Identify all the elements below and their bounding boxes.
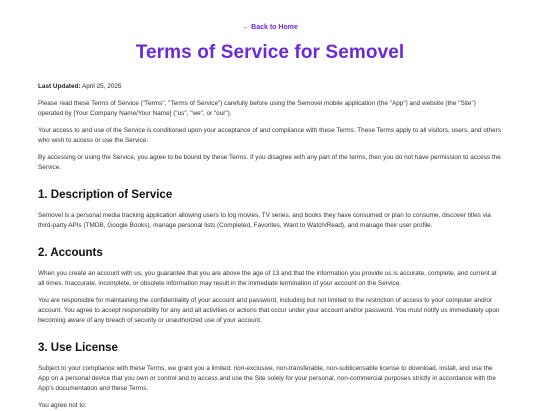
- back-to-home-link[interactable]: [242, 24, 298, 31]
- last-updated-label: Last Updated:: [38, 83, 81, 90]
- terms-content: [0, 82, 540, 411]
- page-title: Terms of Service for Semovel: [135, 42, 405, 63]
- back-to-home-label: Back to Home: [251, 24, 298, 31]
- section-heading-description: 1. Description of Service: [38, 189, 173, 201]
- last-updated: [38, 82, 502, 92]
- section-paragraph: Semovel is a personal media tracking application allowing users to log movies, TV series, and books they have consumed or plan to consume, discover titles via third-party APIs (TMDB, Google Books), manage personal lists (Completed, Favorites, Want to Watch/Read), and manage their user profile.: [38, 212, 491, 229]
- intro-paragraph: Your access to and use of the Service is conditioned upon your acceptance of and compliance with these Terms. These Terms apply to all visitors, users, and others who wish to access or use the Service.: [38, 127, 501, 144]
- intro-paragraph: By accessing or using the Service, you agree to be bound by these Terms. If you disagree with any part of the terms, then you do not have permission to access the Service.: [38, 154, 501, 171]
- section-paragraph: You agree not to:: [38, 402, 87, 409]
- section-paragraph: Subject to your compliance with these Terms, we grant you a limited, non-exclusive, non-transferable, non-sublicensable license to download, install, and use the App on a personal device that you own or control and to access and use the Site solely for your personal, non-commercial purposes strictly in accordance with the App's documentation and these Terms.: [38, 365, 496, 392]
- back-nav: [0, 0, 540, 30]
- section-paragraph: You are responsible for maintaining the confidentiality of your account and password, including but not limited to the restriction of access to your computer and/or account. You agree to accept responsibility for any and all activities or actions that occur under your account and/or password. You must notify us immediately upon becoming aware of any breach of security or unauthorized use of your account.: [38, 297, 500, 324]
- last-updated-date: April 25, 2025: [82, 83, 122, 90]
- intro-paragraph: Please read these Terms of Service ("Terms", "Terms of Service") carefully before using the Semovel mobile application (the "App") and website (the "Site") operated by [Your Company Name/Your Name] ("us", "we", or "our").: [38, 100, 476, 117]
- arrow-left-icon: ←: [242, 24, 250, 31]
- section-heading-accounts: 2. Accounts: [38, 247, 103, 259]
- section-heading-use-license: 3. Use License: [38, 342, 118, 354]
- section-paragraph: When you create an account with us, you guarantee that you are above the age of 13 and that the information you provide us is accurate, complete, and current at all times. Inaccurate, incomplete, or obsolete information may result in the immediate termination of your account on the Service.: [38, 270, 497, 287]
